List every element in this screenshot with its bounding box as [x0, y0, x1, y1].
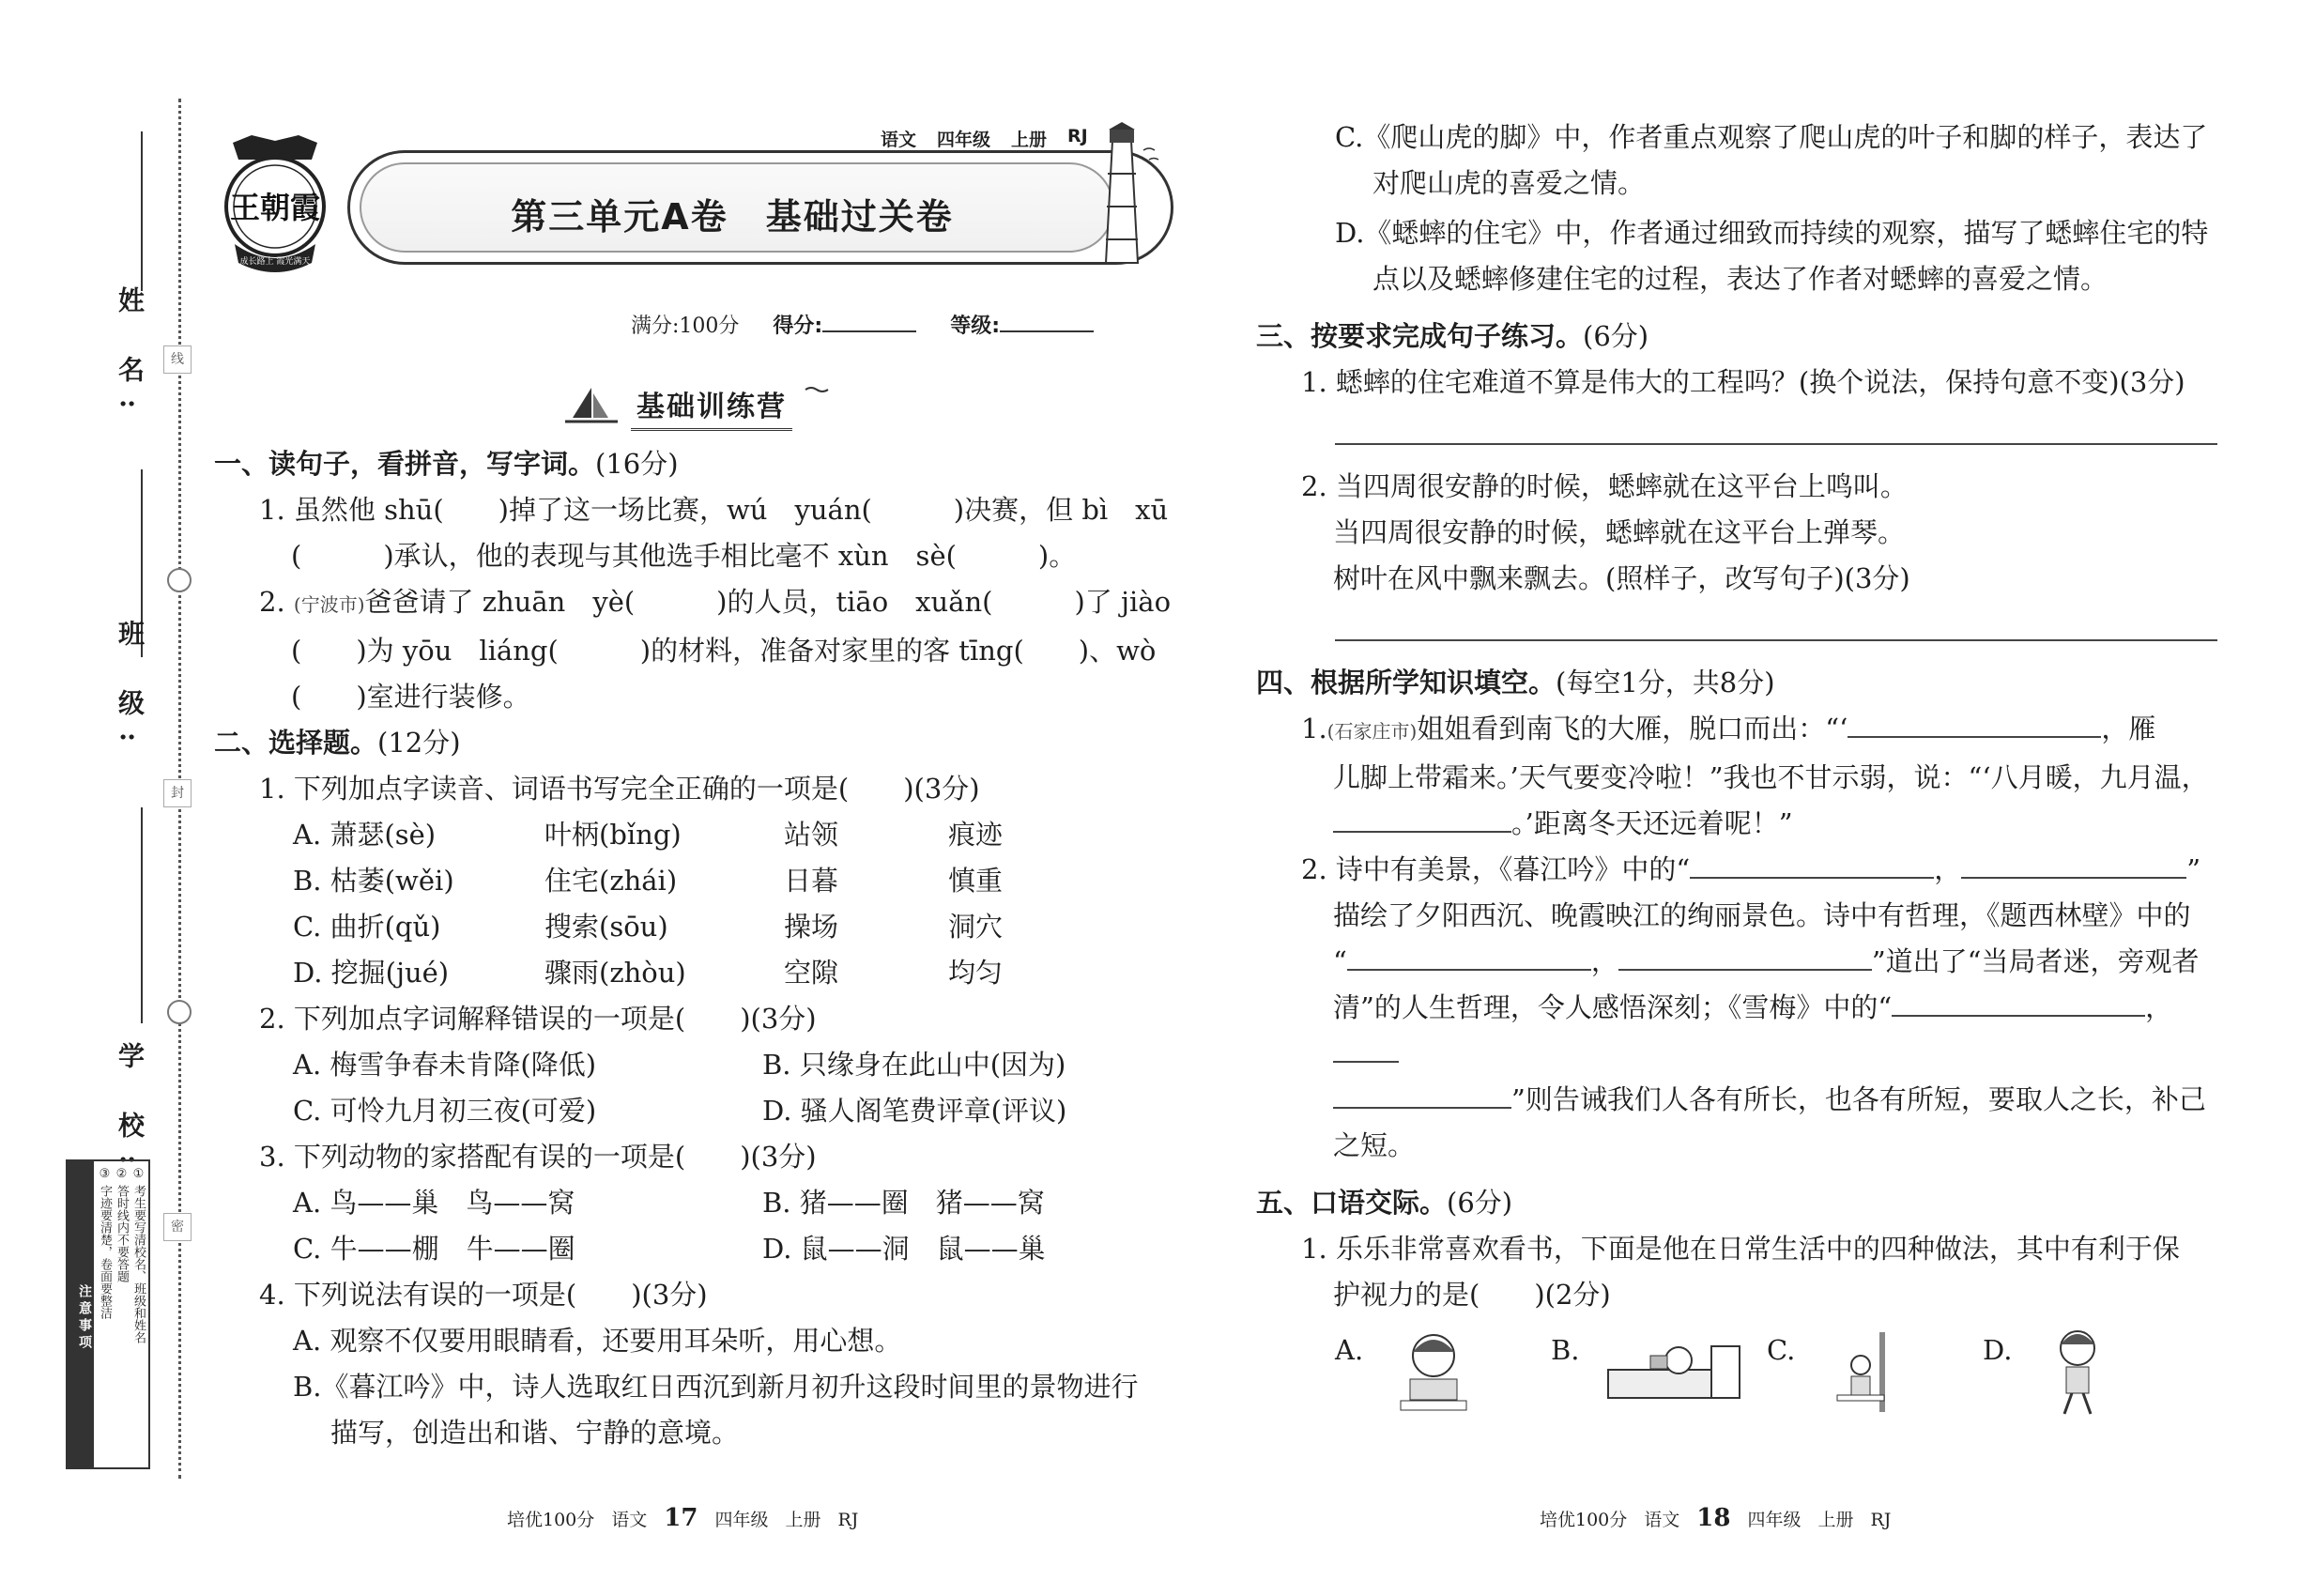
part2-q2-options — [214, 1042, 1181, 1134]
part2-heading: 二、选择题。(12分) — [214, 727, 461, 759]
part1-q2-line2[interactable]: ( )为 yōu liáng( )的材料，准备对家里的客 tīng( )、wò — [291, 635, 1157, 667]
notice-title: 注意事项 — [68, 1161, 94, 1467]
notice-item: ① 考生要写清校名、班级和姓名 — [131, 1167, 146, 1344]
option-item: 住宅(zhái) — [544, 865, 678, 897]
fill-blank[interactable] — [1961, 852, 2186, 879]
part4-q2-line4: 清”的人生哲理，令人感悟深刻；《雪梅》中的“ ， — [1256, 985, 2223, 1077]
footer-term: 上册 — [1817, 1510, 1854, 1530]
score-field[interactable] — [822, 312, 916, 332]
picture-label: D. — [1983, 1334, 2013, 1366]
option-c-line2: 对爬山虎的喜爱之情。 — [1372, 167, 1646, 199]
option-item: 均匀 — [948, 957, 1004, 989]
option-d-line2: 点以及蟋蟀修建住宅的过程，表达了作者对蟋蟀的喜爱之情。 — [1372, 263, 2108, 295]
fill-blank[interactable] — [1333, 1082, 1511, 1109]
footer-grade: 四年级 — [714, 1510, 769, 1530]
option-item[interactable]: B. 枯萎(wěi) — [293, 865, 454, 897]
part3-q1: 1. 蟋蟀的住宅难道不算是伟大的工程吗？(换个说法，保持句意不变)(3分) — [1301, 366, 2185, 398]
option-c[interactable]: C. 牛——棚 牛——圈 — [293, 1233, 575, 1265]
right-column — [1256, 115, 2223, 1417]
tag-edition: RJ — [1067, 126, 1088, 146]
full-score: 满分:100分 — [631, 315, 740, 338]
class-label: 班 级: — [115, 620, 146, 760]
part2-q3-stem[interactable]: 3. 下列动物的家搭配有误的一项是( )(3分) — [259, 1141, 817, 1173]
left-column — [214, 441, 1181, 1456]
part1-q1-line2[interactable]: ( )承认，他的表现与其他选手相比毫不 xùn sè( )。 — [291, 540, 1077, 572]
option-item[interactable]: A. 萧瑟(sè) — [293, 819, 437, 851]
notice-item: ② 答时线内不要答题 — [115, 1167, 129, 1283]
picture-option-a[interactable] — [1335, 1327, 1551, 1417]
fill-blank[interactable] — [1333, 1036, 1399, 1063]
score-label: 得分: — [773, 315, 823, 338]
grade-field[interactable] — [1000, 312, 1094, 332]
child-reading-in-bed-icon — [1599, 1327, 1749, 1417]
picture-option-b[interactable] — [1551, 1327, 1767, 1417]
picture-label: B. — [1551, 1334, 1580, 1366]
picture-label: C. — [1767, 1334, 1796, 1366]
part3-q2-line1: 2. 当四周很安静的时候，蟋蟀就在这平台上鸣叫。 — [1301, 470, 1908, 502]
fill-blank[interactable] — [1892, 990, 2145, 1017]
tag-subject: 语文 — [881, 130, 917, 150]
section-banner-title: 基础训练营 — [631, 383, 792, 431]
footer-term: 上册 — [785, 1510, 821, 1530]
part2-q2-stem[interactable]: 2. 下列加点字词解释错误的一项是( )(3分) — [259, 1003, 817, 1035]
part2-q3-options — [214, 1180, 1181, 1272]
picture-option-d[interactable] — [1983, 1327, 2199, 1417]
footer-series: 培优100分 — [507, 1510, 595, 1530]
page-title: 第三单元A卷 基础过关卷 — [511, 196, 954, 238]
seal-char-secret: 密 — [163, 1213, 192, 1241]
part5-q1-line2[interactable]: 护视力的是( )(2分) — [1333, 1279, 1611, 1311]
footer-subject: 语文 — [1644, 1510, 1680, 1530]
grade-label: 等级: — [950, 315, 1001, 338]
part2-q1-options — [214, 812, 1181, 996]
seal-circle-icon — [167, 568, 192, 592]
school-underline[interactable] — [141, 807, 143, 1023]
option-d-line1[interactable]: D.《蟋蟀的住宅》中，作者通过细致而持续的观察，描写了蟋蟀住宅的特 — [1335, 217, 2209, 249]
part4-q2-line6: 之短。 — [1333, 1129, 1416, 1161]
option-item: 站领 — [784, 819, 839, 851]
tag-grade: 四年级 — [937, 130, 991, 150]
fill-blank[interactable] — [1333, 806, 1511, 833]
option-a[interactable]: A. 鸟——巢 鸟——窝 — [293, 1187, 575, 1219]
option-d[interactable]: D. 鼠——洞 鼠——巢 — [762, 1233, 1046, 1265]
part5-heading: 五、口语交际。(6分) — [1256, 1187, 1513, 1219]
page-number: 17 — [664, 1504, 698, 1532]
option-b[interactable]: B. 猪——圈 猪——窝 — [762, 1187, 1045, 1219]
part3-heading: 三、按要求完成句子练习。(6分) — [1256, 320, 1649, 352]
binding-strip — [0, 0, 188, 1596]
school-label: 学 校: — [115, 1042, 146, 1182]
option-b[interactable]: B. 只缘身在此山中(因为) — [762, 1049, 1066, 1081]
answer-line[interactable] — [1335, 422, 2217, 445]
option-item: 操场 — [784, 911, 839, 943]
part1-q1-line1[interactable]: 1. 虽然他 shū( )掉了这一场比赛，wú yuán( )决赛，但 bì xū — [259, 494, 1169, 526]
part5-q1-line1: 1. 乐乐非常喜欢看书，下面是他在日常生活中的四种做法，其中有利于保 — [1301, 1233, 2180, 1265]
part4-q2-line5: ”则告诫我们人各有所长，也各有所短，要取人之长，补己 — [1256, 1077, 2223, 1123]
seal-circle-icon — [167, 1000, 192, 1024]
option-b-line2: 描写，创造出和谐、宁静的意境。 — [330, 1417, 740, 1449]
part4-q2-line1: 2. 诗中有美景，《暮江吟》中的“ ， ” — [1301, 853, 2201, 885]
part4-q2-line2: 描绘了夕阳西沉、晚霞映江的绚丽景色。诗中有哲理，《题西林壁》中的 — [1333, 899, 2191, 931]
child-reading-by-window-icon — [1814, 1327, 1917, 1417]
child-reading-while-walking-icon — [2031, 1327, 2124, 1417]
part4-heading: 四、根据所学知识填空。(每空1分，共8分) — [1256, 667, 1775, 698]
book-tags — [881, 126, 1088, 151]
option-c-line1[interactable]: C.《爬山虎的脚》中，作者重点观察了爬山虎的叶子和脚的样子，表达了 — [1335, 121, 2208, 153]
option-item: 叶柄(bǐng) — [544, 819, 682, 851]
footer-subject: 语文 — [611, 1510, 648, 1530]
part4-q2-line3: “ ， ”道出了“当局者迷，旁观者 — [1333, 945, 2200, 977]
option-item: 痕迹 — [948, 819, 1004, 851]
page-number: 18 — [1696, 1504, 1731, 1532]
option-a[interactable]: A. 观察不仅要用眼睛看，还要用耳朵听，用心想。 — [293, 1325, 902, 1357]
picture-option-c[interactable] — [1767, 1327, 1983, 1417]
part2-q1-stem[interactable]: 1. 下列加点字读音、词语书写完全正确的一项是( )(3分) — [259, 773, 980, 805]
lighthouse-icon — [1080, 122, 1164, 272]
logo-text: 王朝霞 — [229, 190, 321, 225]
option-item: 空隙 — [784, 957, 839, 989]
tag-term: 上册 — [1011, 130, 1048, 150]
name-underline[interactable] — [141, 131, 143, 291]
option-item: 日暮 — [784, 865, 839, 897]
option-item[interactable]: C. 曲折(qǔ) — [293, 911, 441, 943]
option-item: 慎重 — [948, 865, 1004, 897]
part3-q2-line3: 树叶在风中飘来飘去。(照样子，改写句子)(3分) — [1333, 562, 1910, 594]
page-footer-left — [507, 1504, 858, 1532]
publisher-logo-icon — [214, 131, 336, 272]
score-row — [631, 310, 1094, 339]
child-reading-at-desk-icon — [1382, 1327, 1485, 1417]
footer-edition: RJ — [837, 1510, 859, 1530]
footer-series: 培优100分 — [1540, 1510, 1628, 1530]
part4-q1-line2: 儿脚上带霜来。’天气要变冷啦！”我也不甘示弱，说：“‘八月暖，九月温， — [1333, 761, 2209, 793]
option-a[interactable]: A. 梅雪争春未肯降(降低) — [293, 1049, 597, 1081]
footer-edition: RJ — [1870, 1510, 1892, 1530]
logo-subtext: 成长路上 霞光满天 — [239, 257, 311, 267]
fill-blank[interactable] — [1690, 852, 1934, 879]
option-item: 洞穴 — [948, 911, 1004, 943]
page-footer-right — [1540, 1504, 1891, 1532]
notice-box — [66, 1159, 150, 1469]
footer-grade: 四年级 — [1747, 1510, 1802, 1530]
option-item[interactable]: D. 挖掘(jué) — [293, 957, 450, 989]
picture-label: A. — [1335, 1334, 1364, 1366]
notice-item: ③ 字迹要清楚，卷面要整洁 — [98, 1167, 112, 1320]
answer-line[interactable] — [1335, 619, 2217, 641]
fill-blank[interactable] — [1618, 944, 1872, 971]
option-d[interactable]: D. 骚人阁笔费评章(评议) — [762, 1095, 1067, 1127]
fill-blank[interactable] — [1347, 944, 1591, 971]
seal-char-line: 线 — [163, 345, 192, 374]
part4-q1-line3: 。’距离冬天还远着呢！” — [1256, 801, 2223, 847]
picture-options — [1256, 1327, 2223, 1417]
part4-q1-line1: 1.(石家庄市)姐姐看到南飞的大雁，脱口而出：“‘ ，雁 — [1301, 713, 2156, 744]
fill-blank[interactable] — [1848, 712, 2101, 738]
option-c[interactable]: C. 可怜九月初三夜(可爱) — [293, 1095, 597, 1127]
part3-q2-line2: 当四周很安静的时候，蟋蟀就在这平台上弹琴。 — [1333, 516, 1906, 548]
part1-q2-line1[interactable]: 2. (宁波市)爸爸请了 zhuān yè( )的人员，tiāo xuǎn( )了 jiào — [259, 586, 1172, 618]
option-item: 骤雨(zhòu) — [544, 957, 686, 989]
seal-char-seal: 封 — [163, 779, 192, 807]
option-b-line1[interactable]: B.《暮江吟》中，诗人选取红日西沉到新月初升这段时间里的景物进行 — [293, 1371, 1139, 1403]
part1-q2-line3[interactable]: ( )室进行装修。 — [291, 681, 530, 713]
option-item: 搜索(sōu) — [544, 911, 668, 943]
part1-heading: 一、读句子，看拼音，写字词。(16分) — [214, 448, 679, 480]
part2-q4-stem[interactable]: 4. 下列说法有误的一项是( )(3分) — [259, 1279, 708, 1311]
name-label: 姓 名: — [115, 286, 146, 426]
